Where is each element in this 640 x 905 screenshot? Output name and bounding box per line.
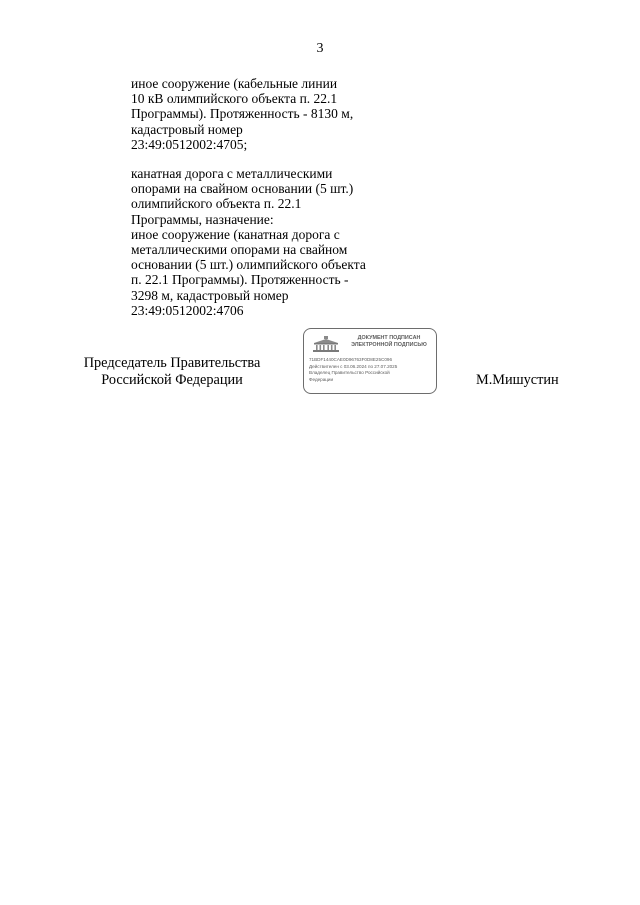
item-text-line: канатная дорога с металлическими bbox=[131, 166, 333, 181]
item-text-line: 23:49:0512002:4705; bbox=[131, 136, 248, 152]
list-item bbox=[131, 166, 371, 318]
stamp-details bbox=[309, 357, 435, 384]
item-text-line: иное сооружение (кабельные линии bbox=[131, 76, 338, 91]
item-text-line: Программы). Протяженность - 8130 м, bbox=[131, 106, 354, 122]
item-text-line: иное сооружение (канатная дорога с bbox=[131, 226, 340, 242]
stamp-title bbox=[344, 335, 434, 349]
item-text-line: 23:49:0512002:4706 bbox=[131, 302, 244, 318]
item-text-line: металлическими опорами на свайном bbox=[131, 242, 348, 258]
stamp-validity: Действителен с 03.06.2024 по 27.07.2025 bbox=[309, 363, 398, 369]
stamp-title-line: ДОКУМЕНТ ПОДПИСАН bbox=[357, 335, 421, 341]
signer-position-line: Председатель Правительства bbox=[83, 355, 261, 371]
item-text-line: 3298 м, кадастровый номер bbox=[131, 287, 289, 303]
signer-name: М.Мишустин bbox=[476, 372, 559, 388]
list-item bbox=[131, 76, 371, 152]
stamp-owner: Владелец Правительство Российской bbox=[309, 370, 390, 376]
stamp-owner: Федерации bbox=[309, 377, 334, 383]
stamp-title-line: ЭЛЕКТРОННОЙ ПОДПИСЬЮ bbox=[351, 342, 427, 348]
electronic-signature-stamp bbox=[303, 328, 437, 394]
item-text-line: олимпийского объекта п. 22.1 bbox=[131, 196, 302, 212]
item-text-line: п. 22.1 Программы). Протяженность - bbox=[131, 272, 349, 288]
item-text-line: кадастровый номер bbox=[131, 121, 243, 137]
signer-position-line: Российской Федерации bbox=[101, 372, 243, 388]
item-text-line: основании (5 шт.) олимпийского объекта bbox=[131, 257, 366, 273]
item-text-line: Программы, назначение: bbox=[131, 211, 274, 227]
government-building-icon bbox=[311, 335, 341, 353]
stamp-certificate: 71BDF1440CAE0D96763F0D8E25C096 bbox=[309, 357, 392, 362]
page-number: 3 bbox=[316, 41, 324, 56]
item-text-line: 10 кВ олимпийского объекта п. 22.1 bbox=[131, 91, 338, 107]
item-text-line: опорами на свайном основании (5 шт.) bbox=[131, 181, 354, 197]
signer-position bbox=[64, 355, 280, 389]
